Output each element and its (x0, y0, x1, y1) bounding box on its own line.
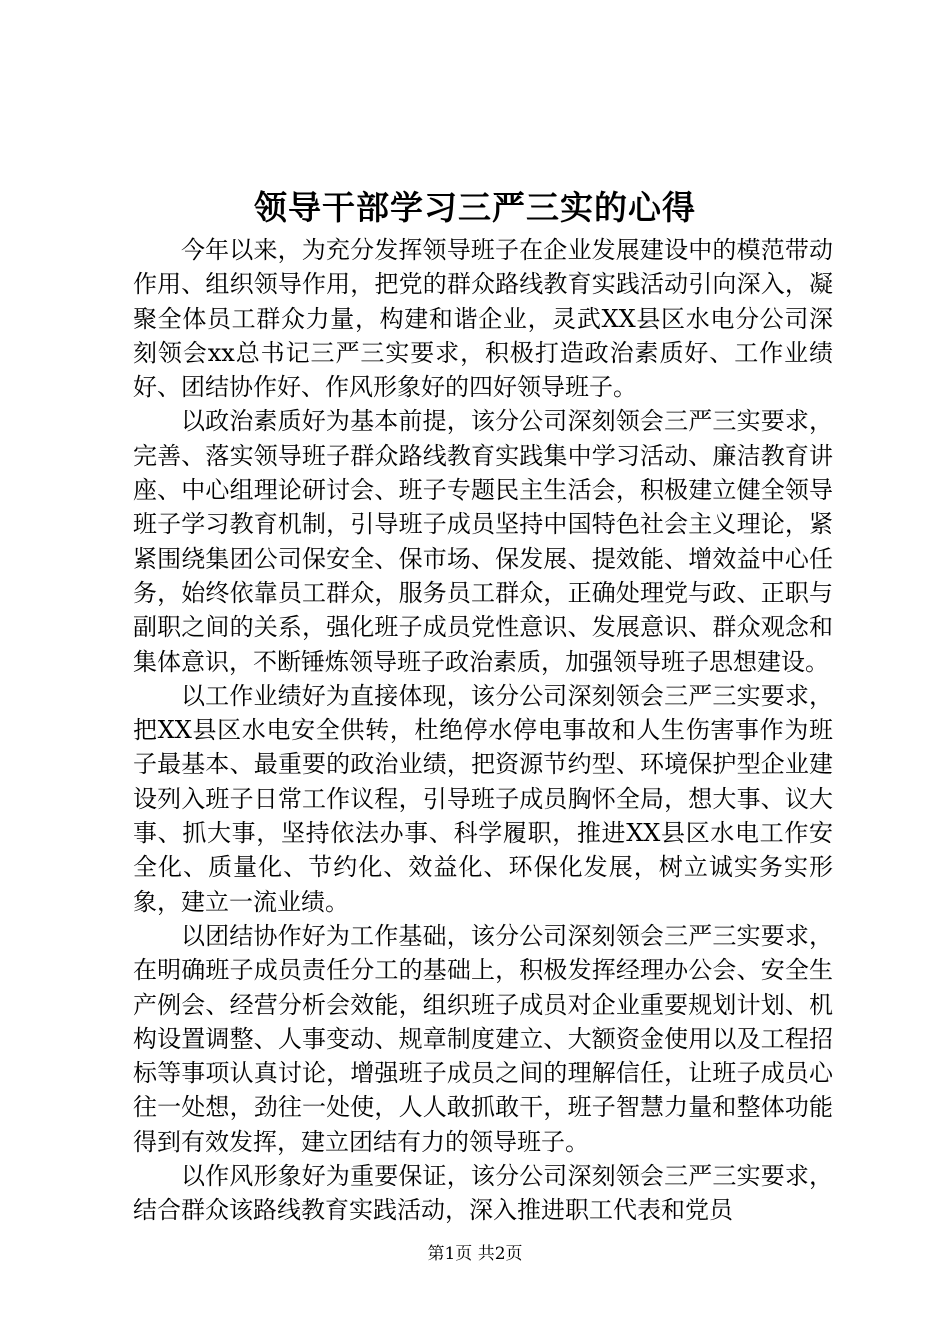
paragraph-work-performance: 以工作业绩好为直接体现，该分公司深刻领会三严三实要求，把XX县区水电安全供转，杜绝停水停电事故和人生伤害事作为班子最基本、最重要的政治业绩，把资源节约型、环境保护型企业建设列入班子日常工作议程，引导班子成员胸怀全局，想大事、议大事、抓大事，坚持依法办事、科学履职，推进XX县区水电工作安全化、质量化、节约化、效益化、环保化发展，树立诚实务实形象，建立一流业绩。 (133, 681, 833, 916)
paragraph-intro: 今年以来，为充分发挥领导班子在企业发展建设中的模范带动作用、组织领导作用，把党的群众路线教育实践活动引向深入，凝聚全体员工群众力量，构建和谐企业，灵武XX县区水电分公司深刻领会xx总书记三严三实要求，积极打造政治素质好、工作业绩好、团结协作好、作风形象好的四好领导班子。 (133, 236, 833, 402)
paragraph-unity-cooperation: 以团结协作好为工作基础，该分公司深刻领会三严三实要求，在明确班子成员责任分工的基础上，积极发挥经理办公会、安全生产例会、经营分析会效能，组织班子成员对企业重要规划计划、机构设置调整、人事变动、规章制度建立、大额资金使用以及工程招标等事项认真讨论，增强班子成员之间的理解信任，让班子成员心往一处想，劲往一处使，人人敢抓敢干，班子智慧力量和整体功能得到有效发挥，建立团结有力的领导班子。 (133, 921, 833, 1156)
document-title: 领导干部学习三严三实的心得 (254, 188, 696, 227)
paragraph-work-style: 以作风形象好为重要保证，该分公司深刻领会三严三实要求，结合群众该路线教育实践活动，深入推进职工代表和党员 (133, 1162, 833, 1225)
document-body (133, 233, 833, 1228)
paragraph-political-quality: 以政治素质好为基本前提，该分公司深刻领会三严三实要求，完善、落实领导班子群众路线教育实践集中学习活动、廉洁教育讲座、中心组理论研讨会、班子专题民主生活会，积极建立健全领导班子学习教育机制，引导班子成员坚持中国特色社会主义理论，紧紧围绕集团公司保安全、保市场、保发展、提效能、增效益中心任务，始终依靠员工群众，服务员工群众，正确处理党与政、正职与副职之间的关系，强化班子成员党性意识、发展意识、群众观念和集体意识，不断锤炼领导班子政治素质，加强领导班子思想建设。 (133, 407, 833, 676)
page-number-footer: 第1页 共2页 (427, 1244, 523, 1264)
